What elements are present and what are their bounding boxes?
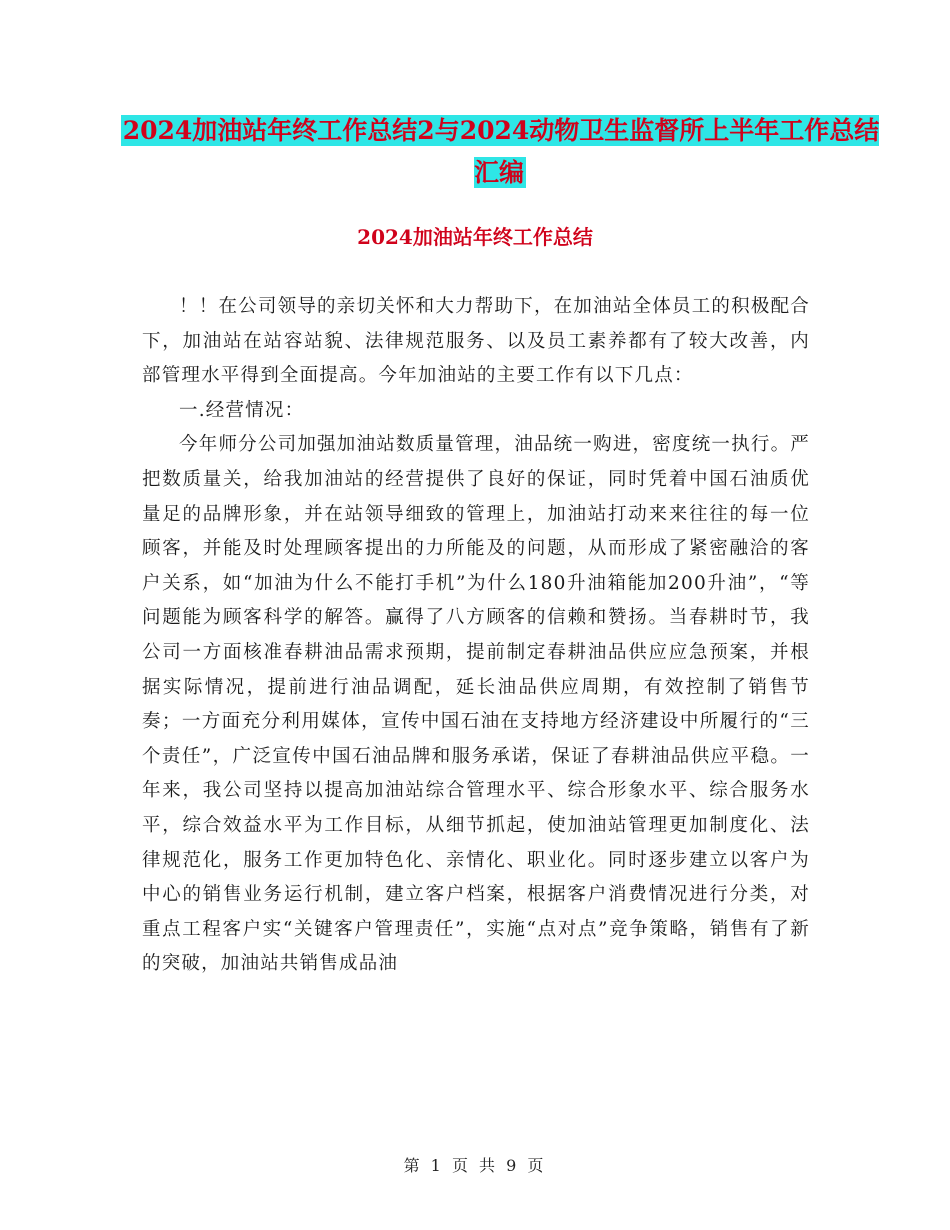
document-title-text: 2024加油站年终工作总结2与2024动物卫生监督所上半年工作总结汇编 bbox=[122, 116, 880, 187]
paragraph-intro: ！！在公司领导的亲切关怀和大力帮助下，在加油站全体员工的积极配合下，加油站在站容站貌、法律规范服务、以及员工素养都有了较大改善，内部管理水平得到全面提高。今年加油站的主要工作有以下几点： bbox=[142, 296, 810, 387]
document-title bbox=[120, 110, 880, 194]
paragraph-operations: 今年师分公司加强加油站数质量管理，油品统一购进，密度统一执行。严把数质量关，给我加油站的经营提供了良好的保证，同时凭着中国石油质优量足的品牌形象，并在站领导细致的管理上，加油站打动来来往往的每一位顾客，并能及时处理顾客提出的力所能及的问题，从而形成了紧密融洽的客户关系，如“加油为什么不能打手机”为什么180升油箱能加200升油”，“等问题能为顾客科学的解答。赢得了八方顾客的信赖和赞扬。当春耕时节，我公司一方面核准春耕油品需求预期，提前制定春耕油品供应应急预案，并根据实际情况，提前进行油品调配，延长油品供应周期，有效控制了销售节奏；一方面充分利用媒体，宣传中国石油在支持地方经济建设中所履行的“三个责任”，广泛宣传中国石油品牌和服务承诺，保证了春耕油品供应平稳。一年来，我公司坚持以提高加油站综合管理水平、综合形象水平、综合服务水平，综合效益水平为工作目标，从细节抓起，使加油站管理更加制度化、法律规范化，服务工作更加特色化、亲情化、职业化。同时逐步建立以客户为中心的销售业务运行机制，建立客户档案，根据客户消费情况进行分类，对重点工程客户实“关键客户管理责任”，实施“点对点”竞争策略，销售有了新的突破，加油站共销售成品油 bbox=[142, 434, 810, 975]
page-footer: 第 1 页 共 9 页 bbox=[403, 1156, 547, 1175]
paragraph-heading-operations: 一.经营情况： bbox=[179, 399, 305, 421]
section-title: 2024加油站年终工作总结 bbox=[357, 225, 593, 249]
body-text bbox=[142, 290, 810, 982]
